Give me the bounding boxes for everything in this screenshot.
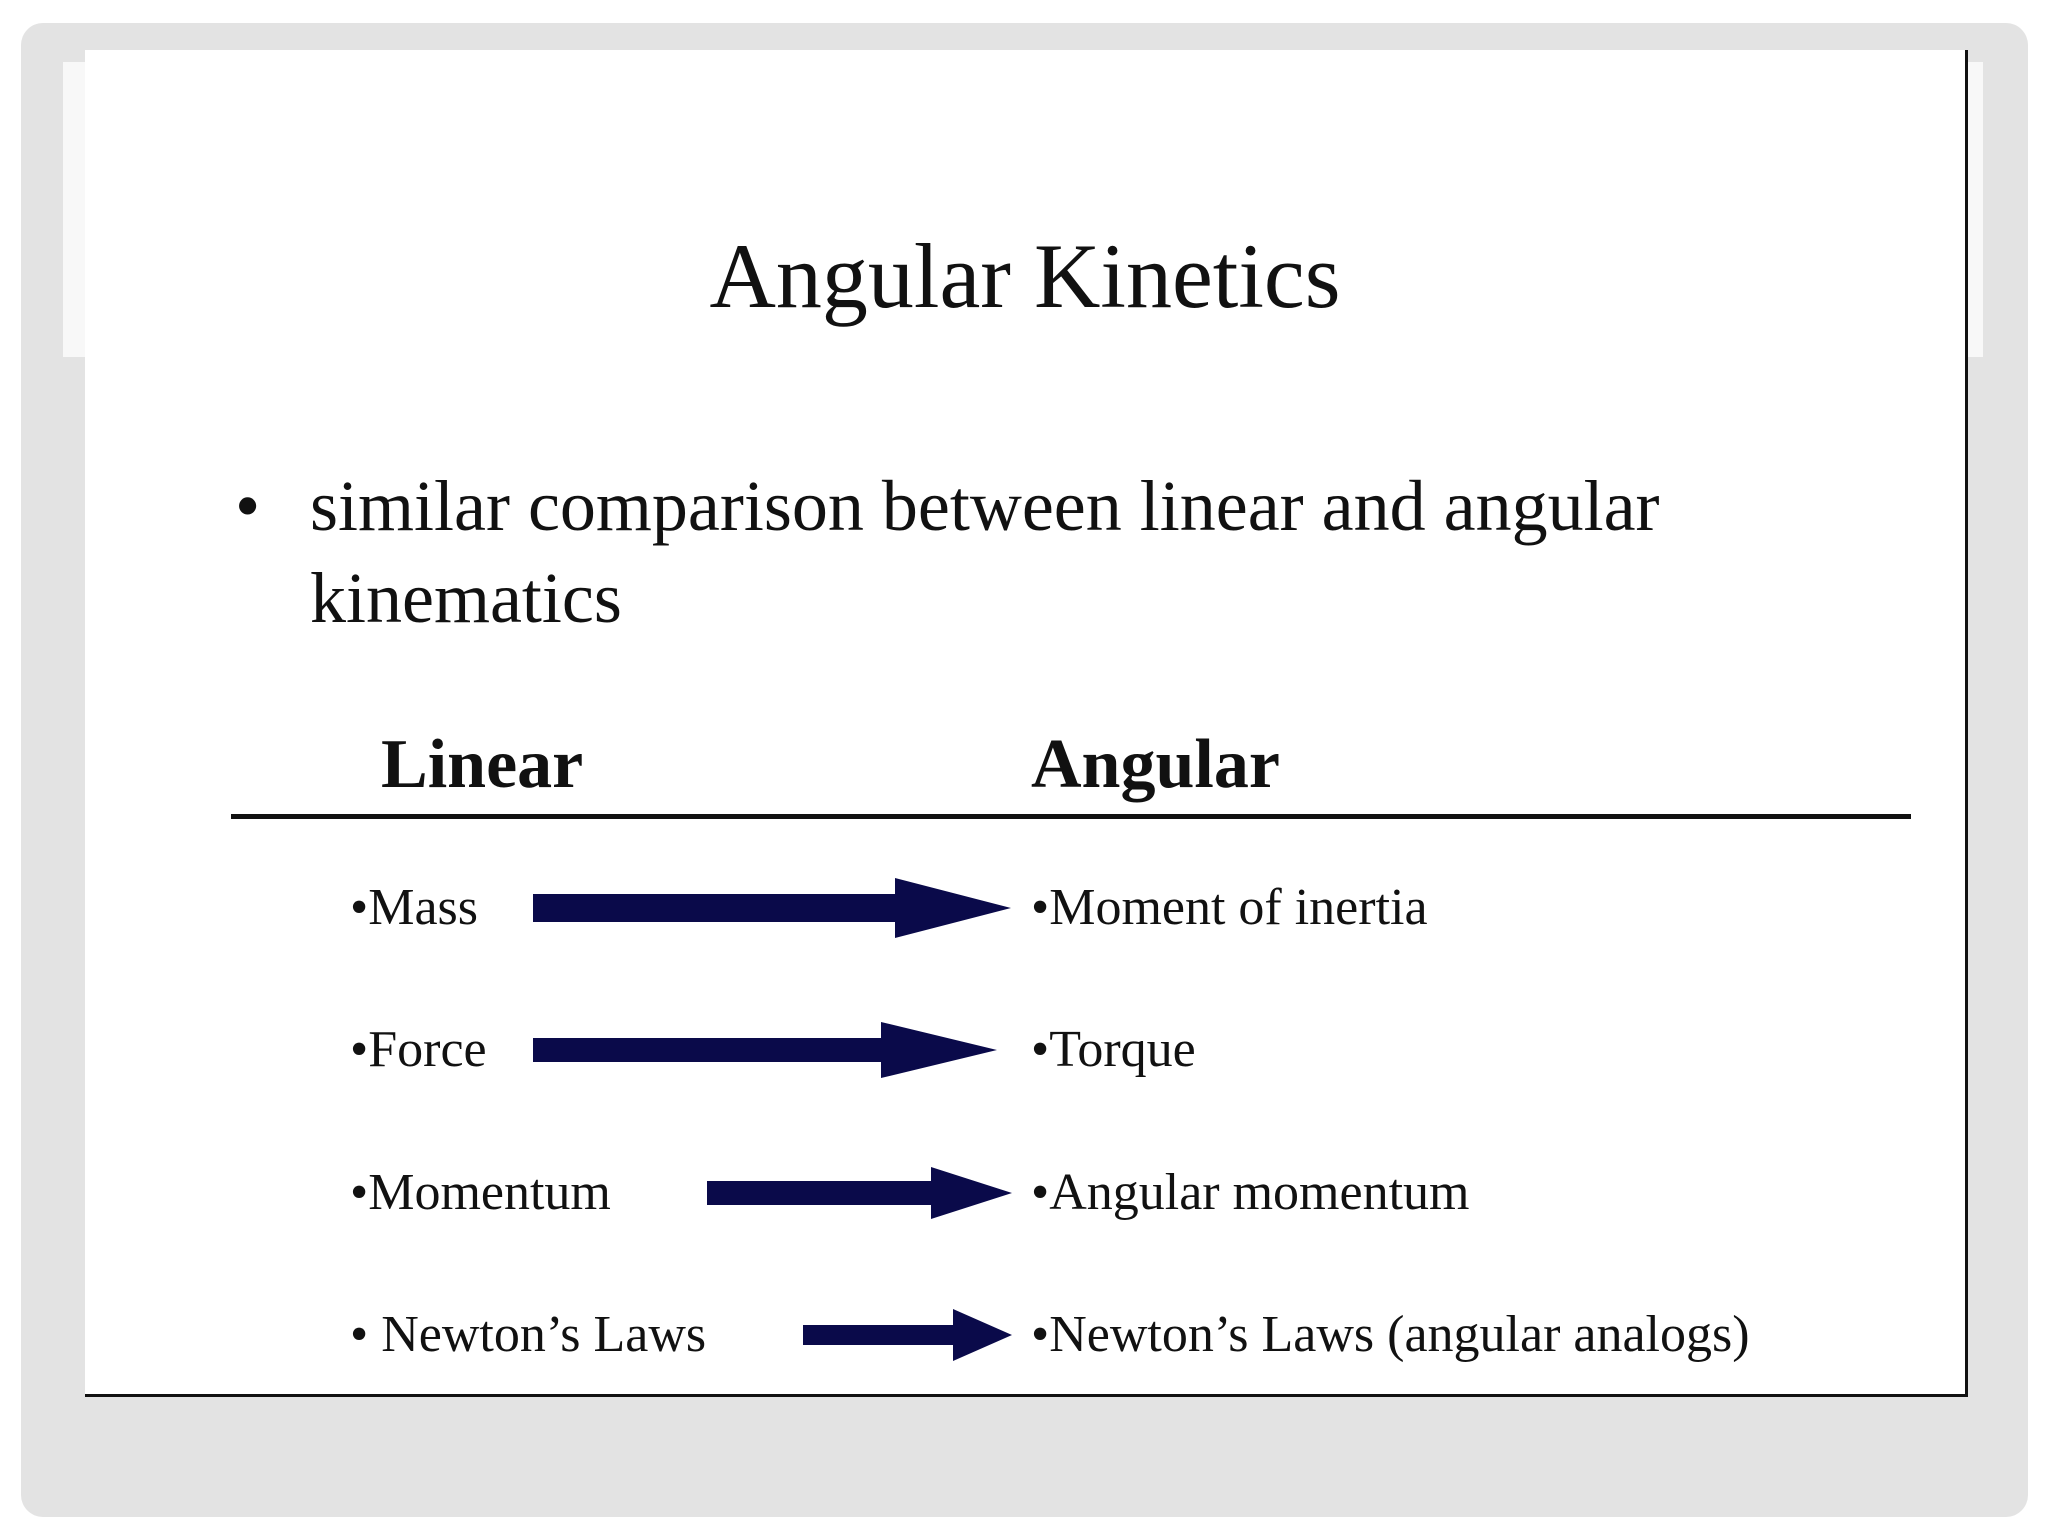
angular-column-header: Angular	[1031, 726, 1280, 803]
arrow-right-icon	[533, 1010, 998, 1090]
linear-term: •Momentum	[350, 1164, 611, 1221]
arrow-right-icon	[707, 1153, 1013, 1233]
intro-text: similar comparison between linear and angular kinematics	[310, 466, 1660, 638]
comparison-row	[85, 868, 1965, 948]
bullet-marker: •	[235, 466, 261, 546]
angular-term: •Newton’s Laws (angular analogs)	[1031, 1306, 1750, 1363]
linear-term: •Mass	[350, 879, 478, 936]
linear-term: •Force	[350, 1021, 487, 1078]
header-rule	[231, 814, 1911, 819]
comparison-row	[85, 1295, 1965, 1375]
angular-term: •Torque	[1031, 1021, 1196, 1078]
linear-column-header: Linear	[381, 726, 584, 803]
angular-term: •Moment of inertia	[1031, 879, 1428, 936]
slide-title: Angular Kinetics	[709, 225, 1341, 327]
linear-term: • Newton’s Laws	[350, 1306, 707, 1363]
arrow-right-icon	[803, 1295, 1013, 1375]
slide	[85, 50, 1968, 1397]
comparison-row	[85, 1153, 1965, 1233]
arrow-right-icon	[533, 868, 1013, 948]
comparison-row	[85, 1010, 1965, 1090]
angular-term: •Angular momentum	[1031, 1164, 1470, 1221]
